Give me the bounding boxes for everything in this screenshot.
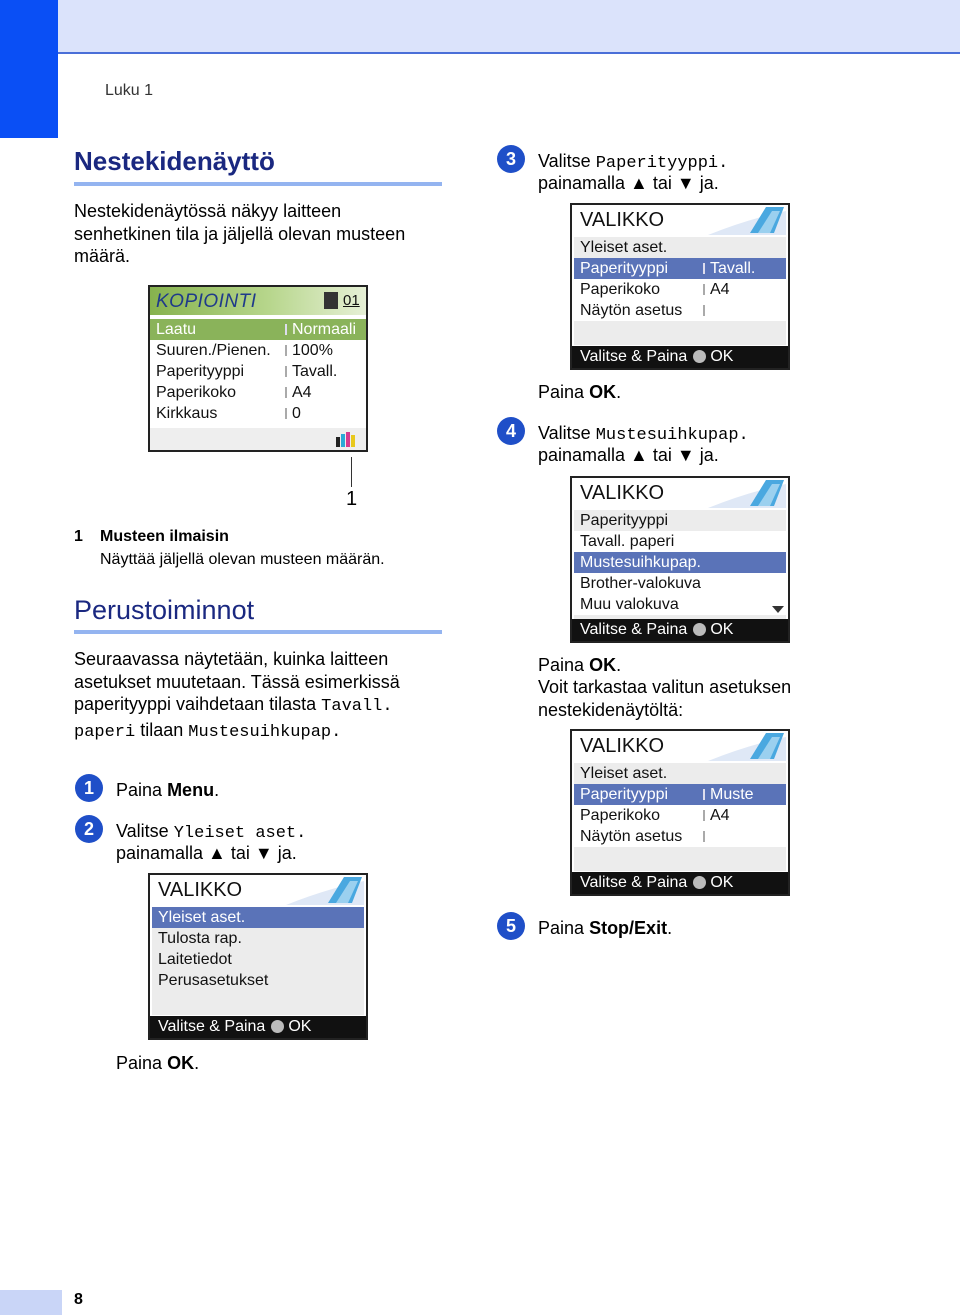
row-label: Paperikoko (580, 807, 661, 824)
row-label: Näytön asetus (580, 302, 683, 319)
lcd-row (574, 300, 786, 321)
lcd-row (150, 403, 366, 424)
step-text-line2: painamalla ▲ tai ▼ ja. (538, 445, 719, 465)
note-number: 1 (74, 528, 83, 545)
intro-text: Seuraavassa näytetään, kuinka laitteen asetukset muutetaan. Tässä esimerkissä paperityyppi vaihdetaan tilasta (74, 649, 400, 714)
chapter-label: Luku 1 (105, 82, 154, 99)
note-text: Näyttää jäljellä olevan musteen määrän. (100, 551, 385, 568)
copy-lcd-rows (150, 319, 366, 424)
section-title-lcd: Nestekidenäyttö (74, 146, 275, 176)
step-code: Mustesuihkupap. (595, 426, 749, 445)
lcd-footer (572, 872, 788, 894)
lcd-menu-screen (570, 203, 790, 370)
row-label: Paperikoko (156, 384, 237, 401)
step-post: . (616, 655, 622, 675)
step-number: 3 (497, 145, 525, 173)
header-band (0, 0, 960, 52)
lcd-title-bar (150, 875, 366, 907)
lcd-row (574, 805, 786, 826)
lcd-row (150, 382, 366, 403)
step-key: Menu (167, 780, 215, 800)
row-value: A4 (710, 807, 730, 824)
lcd-menu-screen (570, 729, 790, 896)
lcd-row (574, 237, 786, 258)
step-post: . (214, 780, 220, 800)
footer-text: Valitse & Paina (580, 874, 688, 891)
row-value: 0 (292, 405, 301, 422)
lcd-footer (572, 619, 788, 641)
step-pre: Valitse (116, 821, 169, 841)
lcd-row (150, 340, 366, 361)
decorative-swoosh-icon (698, 205, 788, 237)
step-number: 4 (497, 417, 525, 445)
ok-button-icon (271, 1020, 284, 1033)
lcd-menu-screen (148, 873, 368, 1040)
row-value: A4 (292, 384, 312, 401)
lcd-title: VALIKKO (580, 735, 665, 757)
footer-ok: OK (710, 348, 734, 365)
row-value: Normaali (292, 321, 357, 338)
step-key: OK (167, 1053, 195, 1073)
ok-button-icon (693, 623, 706, 636)
step-text (116, 779, 219, 802)
section-rule (74, 182, 442, 186)
callout-line (351, 457, 352, 487)
copy-lcd-footer (150, 428, 366, 450)
row-value: Tavall. (292, 363, 338, 380)
row-label: Paperityyppi (580, 260, 669, 277)
row-separator (703, 305, 705, 316)
row-label: Yleiset aset. (580, 239, 668, 256)
ok-button-icon (693, 876, 706, 889)
step-pre: Paina (116, 780, 163, 800)
copy-count: 01 (343, 292, 360, 309)
row-value: 100% (292, 342, 333, 359)
copy-lcd-header (150, 287, 366, 315)
lcd-row: Mustesuihkupap. (574, 552, 786, 573)
lcd-title-bar (572, 731, 788, 763)
lcd-footer (572, 346, 788, 368)
lcd-title-bar (572, 205, 788, 237)
page-number: 8 (74, 1291, 83, 1308)
footer-ok: OK (710, 621, 734, 638)
row-label: Suuren./Pienen. (156, 342, 271, 359)
step-pre: Valitse (538, 151, 591, 171)
step-post: . (667, 918, 673, 938)
step-text (538, 917, 672, 940)
row-value: Muste (710, 786, 754, 803)
lcd-rows (574, 510, 786, 620)
lcd-row: Perusasetukset (158, 972, 269, 989)
ink-level-icon (336, 432, 358, 447)
step-number: 1 (75, 774, 103, 802)
lcd-row: Yleiset aset. (152, 907, 364, 928)
lcd-row (574, 763, 786, 784)
row-label: Paperityyppi (156, 363, 245, 380)
row-label: Näytön asetus (580, 828, 683, 845)
callout-number: 1 (346, 488, 358, 510)
lcd-row: Tavall. paperi (574, 531, 786, 552)
lcd-row: Tulosta rap. (158, 930, 242, 947)
scroll-down-icon (772, 606, 784, 613)
step-key: Stop/Exit (589, 918, 668, 938)
step-pre: Valitse (538, 423, 591, 443)
row-label: Laatu (156, 321, 197, 338)
footer-ok: OK (288, 1018, 312, 1035)
section2-intro (74, 648, 434, 744)
step-text-line2: painamalla ▲ tai ▼ ja. (116, 843, 297, 863)
ok-button-icon (693, 350, 706, 363)
decorative-swoosh-icon (698, 478, 788, 510)
lcd-row (574, 258, 786, 279)
lcd-row: Brother-valokuva (574, 573, 786, 594)
row-value: Tavall. (710, 260, 756, 277)
header-rule (58, 52, 960, 54)
lcd-row (150, 361, 366, 382)
copy-lcd-title: KOPIOINTI (156, 291, 257, 312)
decorative-swoosh-icon (698, 731, 788, 763)
step-post: . (194, 1053, 200, 1073)
section-title-basic: Perustoiminnot (74, 595, 255, 625)
lcd-row (150, 319, 366, 340)
step-number: 2 (75, 815, 103, 843)
step-text (538, 381, 621, 404)
document-icon (324, 292, 338, 309)
footer-text: Valitse & Paina (580, 621, 688, 638)
lcd-row: Laitetiedot (158, 951, 232, 968)
step-code: Paperityyppi. (595, 154, 729, 173)
row-label: Paperikoko (580, 281, 661, 298)
page-number-box (0, 1290, 62, 1315)
lcd-title: VALIKKO (158, 879, 243, 901)
step-key: OK (589, 655, 617, 675)
lcd-title-bar (572, 478, 788, 510)
step-code: Yleiset aset. (173, 824, 307, 843)
step-text-line2: painamalla ▲ tai ▼ ja. (538, 173, 719, 193)
step-pre: Paina (116, 1053, 163, 1073)
row-separator (703, 831, 705, 842)
row-label: Yleiset aset. (580, 765, 668, 782)
step-text-line2: Voit tarkastaa valitun asetuksen nestekidenäytöltä: (538, 677, 792, 720)
step-pre: Paina (538, 655, 585, 675)
step-text (116, 1052, 199, 1075)
step-pre: Paina (538, 382, 585, 402)
step-pre: Paina (538, 918, 585, 938)
note-title: Musteen ilmaisin (100, 528, 229, 545)
copy-lcd-screen (148, 285, 368, 452)
lcd-row (574, 784, 786, 805)
footer-text: Valitse & Paina (580, 348, 688, 365)
lcd-rows (574, 237, 786, 345)
chapter-tab (0, 0, 58, 138)
lcd-row (574, 826, 786, 847)
row-label: Paperityyppi (580, 786, 669, 803)
intro-text: tilaan (140, 719, 184, 740)
intro-code: Tavall. paperi (74, 697, 393, 742)
step-number: 5 (497, 912, 525, 940)
lcd-row (574, 279, 786, 300)
lcd-title: VALIKKO (580, 209, 665, 231)
lcd-rows (574, 763, 786, 871)
lcd-row: Muu valokuva (574, 594, 786, 615)
lcd-rows (152, 907, 364, 1015)
row-value: A4 (710, 281, 730, 298)
decorative-swoosh-icon (276, 875, 366, 907)
step-post: . (616, 382, 622, 402)
lcd-title: VALIKKO (580, 482, 665, 504)
lcd-menu-screen (570, 476, 790, 643)
section-intro: Nestekidenäytössä näkyy laitteen senhetkinen tila ja jäljellä olevan musteen määrä. (74, 201, 406, 266)
section-rule (74, 630, 442, 634)
footer-text: Valitse & Paina (158, 1018, 266, 1035)
footer-ok: OK (710, 874, 734, 891)
lcd-row: Paperityyppi (580, 512, 669, 529)
lcd-footer (150, 1016, 366, 1038)
row-label: Kirkkaus (156, 405, 218, 422)
step-text (538, 654, 621, 677)
step-key: OK (589, 382, 617, 402)
intro-code: Mustesuihkupap. (188, 722, 342, 742)
